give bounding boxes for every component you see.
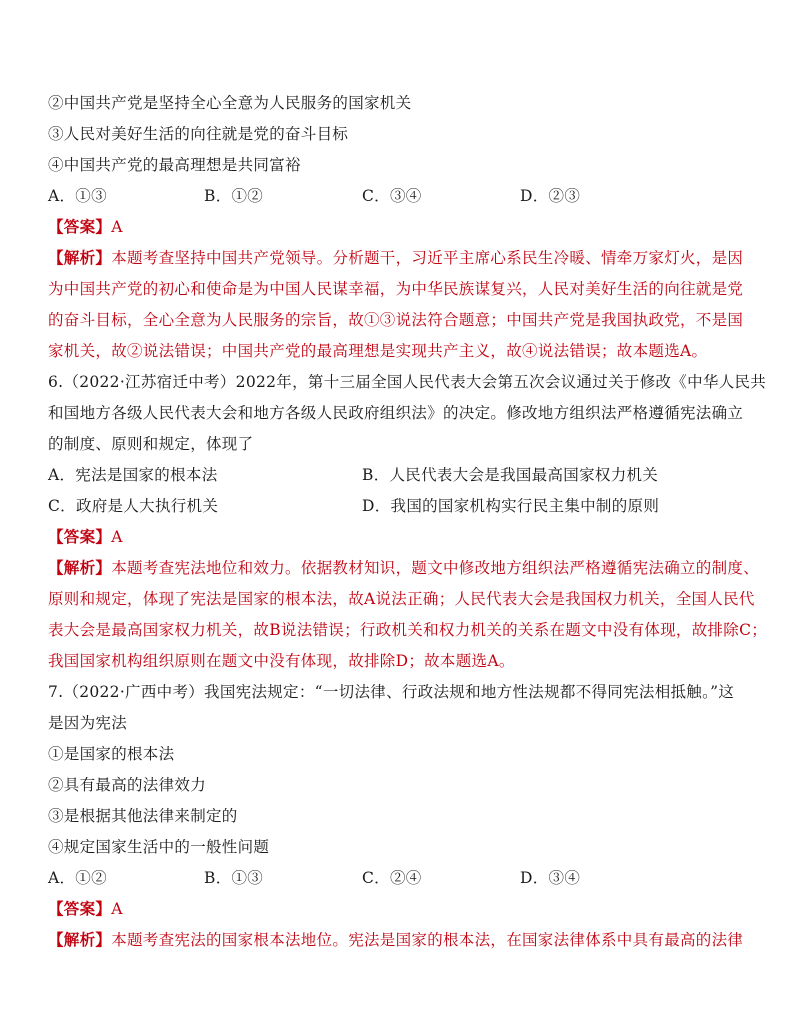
q5-answer-value: A (111, 218, 123, 236)
q7-statement-1: ①是国家的根本法 (48, 745, 175, 763)
q6-stem-line-1: 6.（2022·江苏宿迁中考）2022年，第十三届全国人民代表大会第五次会议通过关于修改《中华人民共 (48, 373, 767, 391)
q7-answer-value: A (111, 900, 123, 918)
q7-stem-line-1: 7.（2022·广西中考）我国宪法规定：“一切法律、行政法规和地方性法规都不得同宪法相抵触。”这 (48, 683, 735, 701)
q7-analysis-text-1: 本题考查宪法的国家根本法地位。宪法是国家的根本法，在国家法律体系中具有最高的法律 (111, 931, 744, 949)
q5-analysis-line-1 (48, 248, 743, 268)
q5-analysis-text-1: 本题考查坚持中国共产党领导。分析题干，习近平主席心系民生冷暖、情牵万家灯火，是因 (111, 249, 744, 267)
q5-analysis-line-4: 家机关，故②说法错误；中国共产党的最高理想是实现共产主义，故④说法错误；故本题选A。 (48, 342, 708, 360)
q7-option-b: B．①③ (204, 869, 264, 887)
q5-option-b: B．①② (204, 187, 264, 205)
q5-option-a: A．①③ (48, 187, 107, 205)
q6-analysis-line-2: 原则和规定，体现了宪法是国家的根本法，故A说法正确；人民代表大会是我国权力机关，全国人民代 (48, 590, 755, 608)
q6-option-d: D．我国的国家机构实行民主集中制的原则 (362, 497, 660, 515)
q6-analysis-line-4: 我国国家机构组织原则在题文中没有体现，故排除D；故本题选A。 (48, 652, 515, 670)
q7-statement-4: ④规定国家生活中的一般性问题 (48, 838, 270, 856)
q6-option-b: B．人民代表大会是我国最高国家权力机关 (362, 466, 659, 484)
q7-statement-3: ③是根据其他法律来制定的 (48, 807, 238, 825)
q6-analysis-line-1 (48, 558, 759, 578)
q7-statement-2: ②具有最高的法律效力 (48, 776, 207, 794)
q7-option-a: A．①② (48, 869, 107, 887)
q7-answer (48, 899, 123, 919)
q5-analysis-line-3: 的奋斗目标，全心全意为人民服务的宗旨，故①③说法符合题意；中国共产党是我国执政党，不是国 (48, 311, 744, 329)
q5-analysis-line-2: 为中国共产党的初心和使命是为中国人民谋幸福，为中华民族谋复兴，人民对美好生活的向往就是党 (48, 280, 744, 298)
q6-option-c: C．政府是人大执行机关 (48, 497, 219, 515)
q6-stem-line-3: 的制度、原则和规定，体现了 (48, 435, 254, 453)
q7-answer-label: 【答案】 (48, 899, 112, 918)
q7-stem-line-2: 是因为宪法 (48, 714, 128, 732)
q6-answer-value: A (111, 528, 123, 546)
q5-statement-2: ②中国共产党是坚持全心全意为人民服务的国家机关 (48, 94, 412, 112)
q6-stem-line-2: 和国地方各级人民代表大会和地方各级人民政府组织法》的决定。修改地方组织法严格遵循宪法确立 (48, 404, 744, 422)
q6-answer (48, 527, 123, 547)
q5-option-d: D．②③ (520, 187, 581, 205)
q7-option-d: D．③④ (520, 869, 581, 887)
q5-option-c: C．③④ (362, 187, 422, 205)
q5-answer-label: 【答案】 (48, 217, 112, 236)
q6-option-a: A．宪法是国家的根本法 (48, 466, 218, 484)
q5-statement-4: ④中国共产党的最高理想是共同富裕 (48, 156, 301, 174)
q6-answer-label: 【答案】 (48, 527, 112, 546)
q7-option-c: C．②④ (362, 869, 422, 887)
q6-analysis-line-3: 表大会是最高国家权力机关，故B说法错误；行政机关和权力机关的关系在题文中没有体现，故排除C； (48, 621, 768, 639)
q6-analysis-text-1: 本题考查宪法地位和效力。依据教材知识，题文中修改地方组织法严格遵循宪法确立的制度、 (111, 559, 760, 577)
q6-analysis-label: 【解析】 (48, 558, 112, 577)
q5-statement-3: ③人民对美好生活的向往就是党的奋斗目标 (48, 125, 349, 143)
q7-analysis-line-1 (48, 930, 743, 950)
q5-answer (48, 217, 123, 237)
q5-analysis-label: 【解析】 (48, 248, 112, 267)
q7-analysis-label: 【解析】 (48, 930, 112, 949)
